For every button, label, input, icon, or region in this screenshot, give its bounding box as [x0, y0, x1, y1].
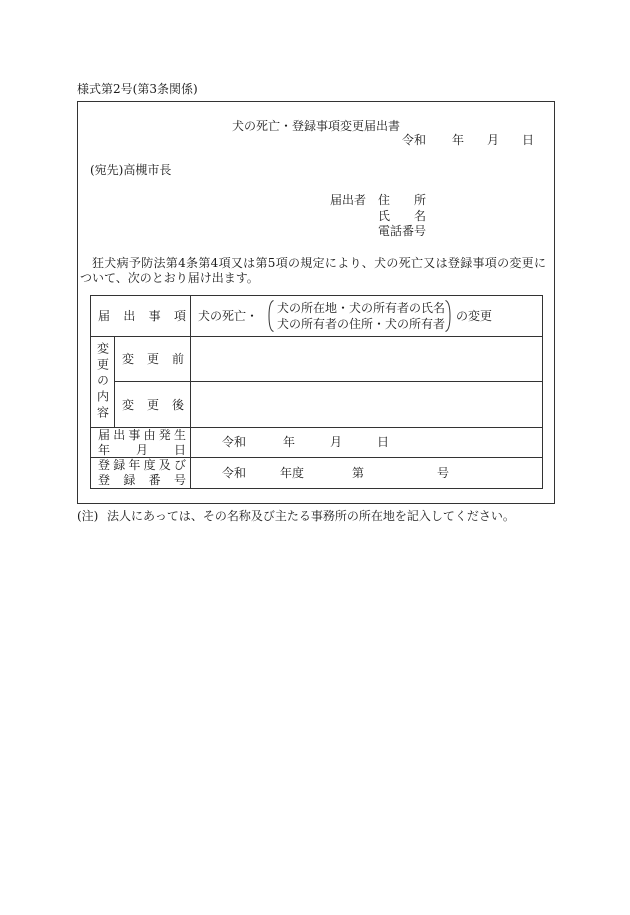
occurrence-date-label-line-2: 年 月 日	[98, 442, 186, 457]
registration-value-cell	[190, 457, 543, 489]
left-bracket-icon	[268, 300, 274, 332]
applicant-name-label: 氏 名	[378, 209, 427, 223]
change-suffix: の変更	[456, 309, 493, 323]
occurrence-date-month-label: 月	[330, 435, 343, 449]
note-marker: (注)	[77, 509, 99, 523]
form-number: 様式第2号(第3条関係)	[77, 82, 198, 96]
note-text: 法人にあっては、その名称及び主たる事務所の所在地を記入してください。	[107, 509, 515, 523]
notification-item-label-cell	[90, 295, 191, 337]
before-change-label-cell	[114, 336, 191, 382]
change-option-address-owner: 犬の所有者の住所・犬の所有者	[277, 317, 446, 331]
dog-death-option: 犬の死亡・	[198, 309, 259, 323]
registration-label-cell	[90, 457, 191, 489]
registration-label-line-2: 登 録 番 号	[98, 473, 186, 487]
applicant-address-label: 住 所	[378, 193, 427, 207]
occurrence-date-era: 令和	[222, 435, 247, 449]
occurrence-date-label	[91, 428, 186, 458]
applicant-phone-label: 電話番号	[378, 224, 427, 238]
registration-number-suffix: 号	[437, 466, 450, 480]
date-month-label: 月	[487, 133, 500, 147]
occurrence-date-year-label: 年	[283, 435, 296, 449]
change-details-label: 変更の内容	[95, 342, 110, 422]
form-title: 犬の死亡・登録事項変更届出書	[231, 119, 400, 133]
change-option-location-name: 犬の所在地・犬の所有者の氏名	[277, 301, 446, 315]
date-era: 令和	[402, 133, 427, 147]
notification-item-label: 届 出 事 項	[98, 309, 186, 323]
before-change-value-cell	[190, 336, 543, 382]
after-change-label-cell	[114, 381, 191, 428]
right-bracket-icon	[445, 300, 451, 332]
after-change-label: 変 更 後	[122, 397, 184, 412]
notification-item-value-cell	[190, 295, 543, 337]
registration-era: 令和	[222, 466, 247, 480]
occurrence-date-label-line-1: 届出事由発生	[98, 427, 186, 442]
after-change-value-cell	[190, 381, 543, 428]
date-year-label: 年	[452, 133, 465, 147]
applicant-label: 届出者	[330, 193, 367, 207]
registration-label	[91, 458, 186, 488]
addressee: (宛先)高槻市長	[90, 163, 172, 177]
date-day-label: 日	[522, 133, 535, 147]
registration-fiscal-year-label: 年度	[280, 466, 305, 480]
occurrence-date-label-cell	[90, 427, 191, 458]
registration-number-prefix: 第	[352, 466, 365, 480]
change-details-label-cell	[90, 336, 115, 428]
occurrence-date-value-cell	[190, 427, 543, 458]
notification-table	[90, 295, 543, 489]
occurrence-date-day-label: 日	[377, 435, 390, 449]
change-options-bracket	[268, 300, 450, 332]
statement-line-1: 狂犬病予防法第4条第4項又は第5項の規定により、犬の死亡又は登録事項の変更に	[92, 256, 546, 270]
statement-line-2: ついて、次のとおり届け出ます。	[80, 271, 259, 285]
before-change-label: 変 更 前	[122, 352, 184, 366]
registration-label-line-1: 登録年度及び	[98, 458, 186, 472]
